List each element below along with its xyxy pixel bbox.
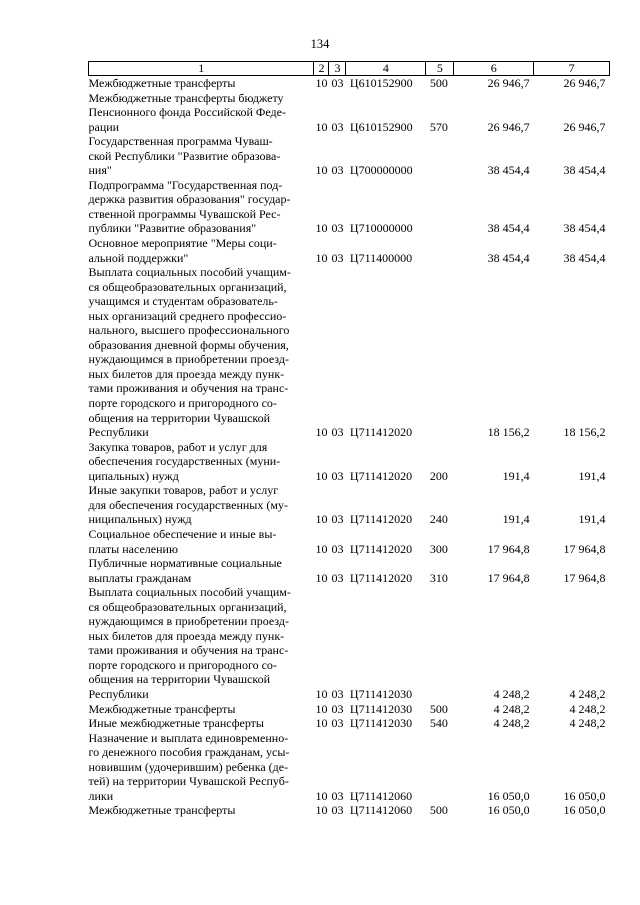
row-expense-type xyxy=(426,134,454,178)
row-section: 10 xyxy=(315,512,328,527)
row-expense-type: 540 xyxy=(429,716,448,731)
row-amount-year1: 26 946,7 xyxy=(487,76,530,90)
row-name xyxy=(89,527,314,556)
row-name-line: Иные межбюджетные трансферты xyxy=(88,716,264,731)
table-row xyxy=(89,76,610,91)
row-section: 10 xyxy=(315,716,328,731)
row-name-line: тами проживания и обучения на транс- xyxy=(88,643,289,658)
table-row xyxy=(89,556,610,585)
row-name-line: держка развития образования" государ- xyxy=(88,192,291,207)
row-amount-year2: 191,4 xyxy=(578,512,606,527)
row-name xyxy=(89,585,314,701)
header-col-7: 7 xyxy=(534,62,610,76)
table-row xyxy=(89,716,610,731)
table-row xyxy=(89,702,610,717)
row-section: 10 xyxy=(315,119,328,134)
row-subsection: 03 xyxy=(331,221,344,236)
header-col-6: 6 xyxy=(454,62,534,76)
row-section: 10 xyxy=(315,686,328,701)
row-expense-type: 500 xyxy=(429,701,448,716)
row-subsection: 03 xyxy=(331,803,344,818)
row-expense-type: 500 xyxy=(429,76,448,90)
row-name xyxy=(89,556,314,585)
row-amount-year2: 16 050,0 xyxy=(563,803,606,818)
row-name-line: платы населению xyxy=(88,541,178,556)
row-name-line: учащимся и студентам образователь- xyxy=(88,294,278,309)
row-name-line: общения на территории Чувашской xyxy=(88,672,271,687)
row-name-line: ципальных) нужд xyxy=(88,468,179,483)
row-name-line: для обеспечения государственных (му- xyxy=(88,497,288,512)
row-subsection: 03 xyxy=(331,425,344,440)
row-name-line: ственной программы Чувашской Рес- xyxy=(88,206,281,221)
row-target-article: Ц711412030 xyxy=(349,716,413,731)
row-name-line: образования дневной формы обучения, xyxy=(88,337,289,352)
row-name-line: тами проживания и обучения на транс- xyxy=(88,381,289,396)
row-expense-type: 310 xyxy=(429,570,448,585)
row-name-line: ных билетов для проезда между пунк- xyxy=(88,628,285,643)
row-amount-year2: 26 946,7 xyxy=(563,76,606,90)
row-amount-year1: 18 156,2 xyxy=(487,425,530,440)
row-name-line: ся общеобразовательных организаций, xyxy=(88,279,287,294)
row-name-line: тей) на территории Чувашской Респуб- xyxy=(88,774,289,789)
table-row xyxy=(89,178,610,236)
table-row xyxy=(89,134,610,178)
page-number: 134 xyxy=(310,37,330,51)
header-col-3: 3 xyxy=(329,62,346,76)
row-name-line: лики xyxy=(88,788,114,803)
row-amount-year2: 38 454,4 xyxy=(563,163,606,178)
row-target-article: Ц711412020 xyxy=(349,512,413,527)
row-amount-year2: 4 248,2 xyxy=(569,716,606,731)
row-section: 10 xyxy=(315,250,328,265)
row-name-line: Республики xyxy=(88,686,149,701)
row-subsection: 03 xyxy=(331,76,344,90)
row-name-line: Выплата социальных пособий учащим- xyxy=(88,585,291,600)
row-amount-year1: 17 964,8 xyxy=(487,570,530,585)
table-row xyxy=(89,91,610,135)
row-subsection: 03 xyxy=(331,512,344,527)
row-section: 10 xyxy=(315,570,328,585)
row-amount-year2: 26 946,7 xyxy=(563,119,606,134)
row-name-line: Межбюджетные трансферты xyxy=(88,701,236,716)
row-expense-type: 240 xyxy=(429,512,448,527)
row-amount-year1: 16 050,0 xyxy=(487,788,530,803)
row-amount-year1: 17 964,8 xyxy=(487,541,530,556)
row-name-line: ниципальных) нужд xyxy=(88,512,192,527)
table-header xyxy=(89,62,610,76)
row-name-line: выплаты гражданам xyxy=(88,570,192,585)
header-col-2: 2 xyxy=(314,62,329,76)
row-name xyxy=(89,265,314,440)
row-subsection: 03 xyxy=(331,788,344,803)
row-subsection: 03 xyxy=(331,468,344,483)
row-name-line: новившим (удочерившим) ребенка (де- xyxy=(88,759,289,774)
row-amount-year1: 16 050,0 xyxy=(487,803,530,818)
row-section: 10 xyxy=(315,788,328,803)
row-name-line: Государственная программа Чуваш- xyxy=(88,134,273,149)
row-target-article: Ц711412020 xyxy=(349,570,413,585)
row-name-line: ных билетов для проезда между пунк- xyxy=(88,366,285,381)
row-section: 10 xyxy=(315,541,328,556)
row-name-line: ской Республики "Развитие образова- xyxy=(88,148,281,163)
row-name xyxy=(89,731,314,804)
row-name xyxy=(89,134,314,178)
row-name-line: Республики xyxy=(88,425,149,440)
row-name-line: альной поддержки" xyxy=(88,250,189,265)
row-amount-year1: 191,4 xyxy=(502,468,530,483)
table-row xyxy=(89,236,610,265)
row-name-line: рации xyxy=(88,119,120,134)
row-name-line: ных организаций среднего профессио- xyxy=(88,308,287,323)
row-name-line: Закупка товаров, работ и услуг для xyxy=(88,439,268,454)
row-name-line: Межбюджетные трансферты xyxy=(88,76,236,90)
row-target-article: Ц711412020 xyxy=(349,541,413,556)
header-col-1: 1 xyxy=(89,62,314,76)
row-name xyxy=(89,91,314,135)
row-name-line: Социальное обеспечение и иные вы- xyxy=(88,526,277,541)
row-name-line: нуждающимся в приобретении проезд- xyxy=(88,614,289,629)
row-section: 10 xyxy=(315,76,328,90)
row-amount-year2: 38 454,4 xyxy=(563,250,606,265)
row-name-line: Публичные нормативные социальные xyxy=(88,556,282,571)
row-target-article: Ц711412060 xyxy=(349,788,413,803)
row-expense-type xyxy=(426,731,454,804)
row-amount-year1: 38 454,4 xyxy=(487,163,530,178)
table-row xyxy=(89,803,610,818)
row-amount-year1: 26 946,7 xyxy=(487,119,530,134)
row-amount-year2: 17 964,8 xyxy=(563,570,606,585)
row-name-line: Межбюджетные трансферты xyxy=(88,803,236,818)
row-section: 10 xyxy=(315,163,328,178)
row-expense-type: 570 xyxy=(429,119,448,134)
row-target-article: Ц610152900 xyxy=(349,76,413,90)
row-name xyxy=(89,702,314,717)
row-section: 10 xyxy=(315,221,328,236)
row-expense-type xyxy=(426,236,454,265)
row-expense-type xyxy=(426,585,454,701)
row-name xyxy=(89,483,314,527)
row-amount-year2: 4 248,2 xyxy=(569,686,606,701)
table-row xyxy=(89,585,610,701)
row-name-line: публики "Развитие образования" xyxy=(88,221,257,236)
row-name-line: Иные закупки товаров, работ и услуг xyxy=(88,483,279,498)
row-name-line: ся общеобразовательных организаций, xyxy=(88,599,287,614)
row-subsection: 03 xyxy=(331,119,344,134)
row-target-article: Ц711412020 xyxy=(349,425,413,440)
row-expense-type xyxy=(426,265,454,440)
table-row xyxy=(89,440,610,484)
row-target-article: Ц711412060 xyxy=(349,803,413,818)
header-col-4: 4 xyxy=(346,62,426,76)
row-name-line: общения на территории Чувашской xyxy=(88,410,271,425)
row-section: 10 xyxy=(315,468,328,483)
header-col-5: 5 xyxy=(426,62,454,76)
row-name-line: обеспечения государственных (муни- xyxy=(88,454,281,469)
row-section: 10 xyxy=(315,425,328,440)
row-target-article: Ц711412030 xyxy=(349,701,413,716)
table-body xyxy=(89,76,610,818)
row-expense-type xyxy=(426,178,454,236)
row-name-line: Пенсионного фонда Российской Феде- xyxy=(88,105,286,120)
row-subsection: 03 xyxy=(331,701,344,716)
row-target-article: Ц710000000 xyxy=(349,221,413,236)
row-name-line: Назначение и выплата единовременно- xyxy=(88,730,289,745)
row-amount-year2: 191,4 xyxy=(578,468,606,483)
row-subsection: 03 xyxy=(331,686,344,701)
row-target-article: Ц610152900 xyxy=(349,119,413,134)
row-target-article: Ц711400000 xyxy=(349,250,413,265)
row-section: 10 xyxy=(315,803,328,818)
table-row xyxy=(89,527,610,556)
row-name-line: го денежного пособия гражданам, усы- xyxy=(88,745,290,760)
row-name xyxy=(89,803,314,818)
row-amount-year2: 38 454,4 xyxy=(563,221,606,236)
row-amount-year2: 4 248,2 xyxy=(569,701,606,716)
row-expense-type: 300 xyxy=(429,541,448,556)
table-row xyxy=(89,731,610,804)
row-target-article: Ц711412020 xyxy=(349,468,413,483)
table-row xyxy=(89,483,610,527)
row-expense-type: 500 xyxy=(429,803,448,818)
table-row xyxy=(89,265,610,440)
row-subsection: 03 xyxy=(331,541,344,556)
row-amount-year1: 38 454,4 xyxy=(487,250,530,265)
row-name-line: Межбюджетные трансферты бюджету xyxy=(88,90,284,105)
row-name xyxy=(89,716,314,731)
row-target-article: Ц711412030 xyxy=(349,686,413,701)
row-expense-type: 200 xyxy=(429,468,448,483)
row-name-line: порте городского и пригородного со- xyxy=(88,396,277,411)
row-name-line: порте городского и пригородного со- xyxy=(88,657,277,672)
row-name xyxy=(89,76,314,91)
budget-table xyxy=(88,61,610,818)
row-name xyxy=(89,178,314,236)
row-amount-year2: 18 156,2 xyxy=(563,425,606,440)
row-name xyxy=(89,236,314,265)
row-amount-year1: 4 248,2 xyxy=(493,701,530,716)
row-target-article: Ц700000000 xyxy=(349,163,413,178)
row-name-line: Подпрограмма "Государственная под- xyxy=(88,177,283,192)
row-name-line: нального, высшего профессионального xyxy=(88,323,290,338)
row-name-line: нуждающимся в приобретении проезд- xyxy=(88,352,289,367)
row-amount-year1: 191,4 xyxy=(502,512,530,527)
row-name-line: ния" xyxy=(88,163,112,178)
row-amount-year2: 17 964,8 xyxy=(563,541,606,556)
row-amount-year1: 4 248,2 xyxy=(493,716,530,731)
row-amount-year1: 38 454,4 xyxy=(487,221,530,236)
row-subsection: 03 xyxy=(331,716,344,731)
row-name xyxy=(89,440,314,484)
row-subsection: 03 xyxy=(331,163,344,178)
row-name-line: Основное мероприятие "Меры соци- xyxy=(88,236,277,251)
row-amount-year2: 16 050,0 xyxy=(563,788,606,803)
row-subsection: 03 xyxy=(331,250,344,265)
row-amount-year1: 4 248,2 xyxy=(493,686,530,701)
row-section: 10 xyxy=(315,701,328,716)
row-name-line: Выплата социальных пособий учащим- xyxy=(88,265,291,280)
row-subsection: 03 xyxy=(331,570,344,585)
